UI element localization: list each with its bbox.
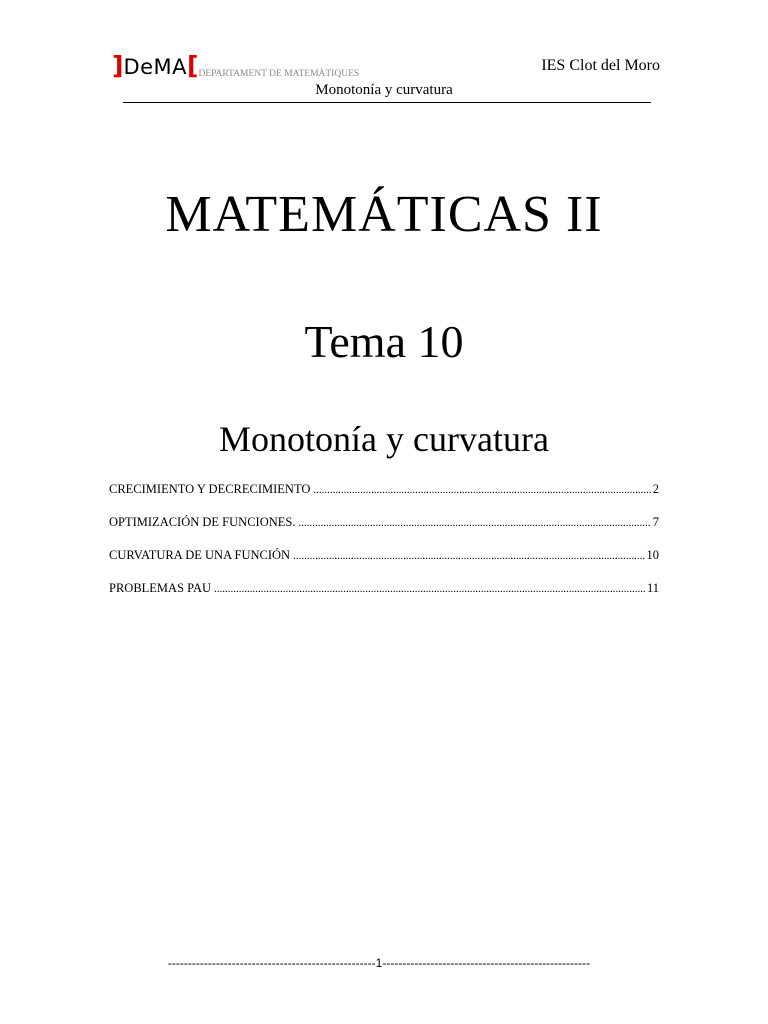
toc-entry-title: OPTIMIZACIÓN DE FUNCIONES. xyxy=(109,515,296,529)
footer-dash-right: ---------------------------------------------------- xyxy=(382,956,591,970)
toc-dot-leader xyxy=(214,580,645,598)
page-number: 1 xyxy=(375,956,383,970)
page-footer xyxy=(109,955,649,971)
header-divider xyxy=(123,102,651,103)
toc-entry-optimizacion[interactable] xyxy=(109,513,659,531)
header-subtitle: Monotonía y curvatura xyxy=(315,82,453,98)
toc-entry-title: CURVATURA DE UNA FUNCIÓN xyxy=(109,548,291,562)
toc-dot-leader xyxy=(298,514,650,532)
unit-title: Monotonía y curvatura xyxy=(219,419,549,459)
toc-dot-leader xyxy=(293,547,644,565)
toc-entry-title: PROBLEMAS PAU xyxy=(109,581,212,595)
toc-entry-title: CRECIMIENTO Y DECRECIMIENTO xyxy=(109,482,311,496)
toc-entry-page: 2 xyxy=(652,482,659,496)
course-title: MATEMÁTICAS II xyxy=(165,186,603,243)
toc-entry-curvatura[interactable] xyxy=(109,546,659,564)
toc-entry-problemas-pau[interactable] xyxy=(109,579,659,597)
page-header xyxy=(112,52,660,82)
toc-entry-page: 7 xyxy=(652,515,659,529)
toc-entry-page: 10 xyxy=(646,548,659,562)
toc-dot-leader xyxy=(313,481,650,499)
unit-label: Tema 10 xyxy=(304,316,464,367)
department-name: DEPARTAMENT DE MATEMÀTIQUES xyxy=(198,69,360,79)
logo-name: DeMA xyxy=(123,55,188,79)
table-of-contents xyxy=(109,480,659,612)
toc-entry-page: 11 xyxy=(646,581,659,595)
logo-bracket-close: [ xyxy=(187,51,199,80)
school-name: IES Clot del Moro xyxy=(541,57,660,74)
logo-bracket-open: ] xyxy=(112,51,124,80)
footer-dash-left: ---------------------------------------------------- xyxy=(167,956,376,970)
toc-entry-crecimiento[interactable] xyxy=(109,480,659,498)
